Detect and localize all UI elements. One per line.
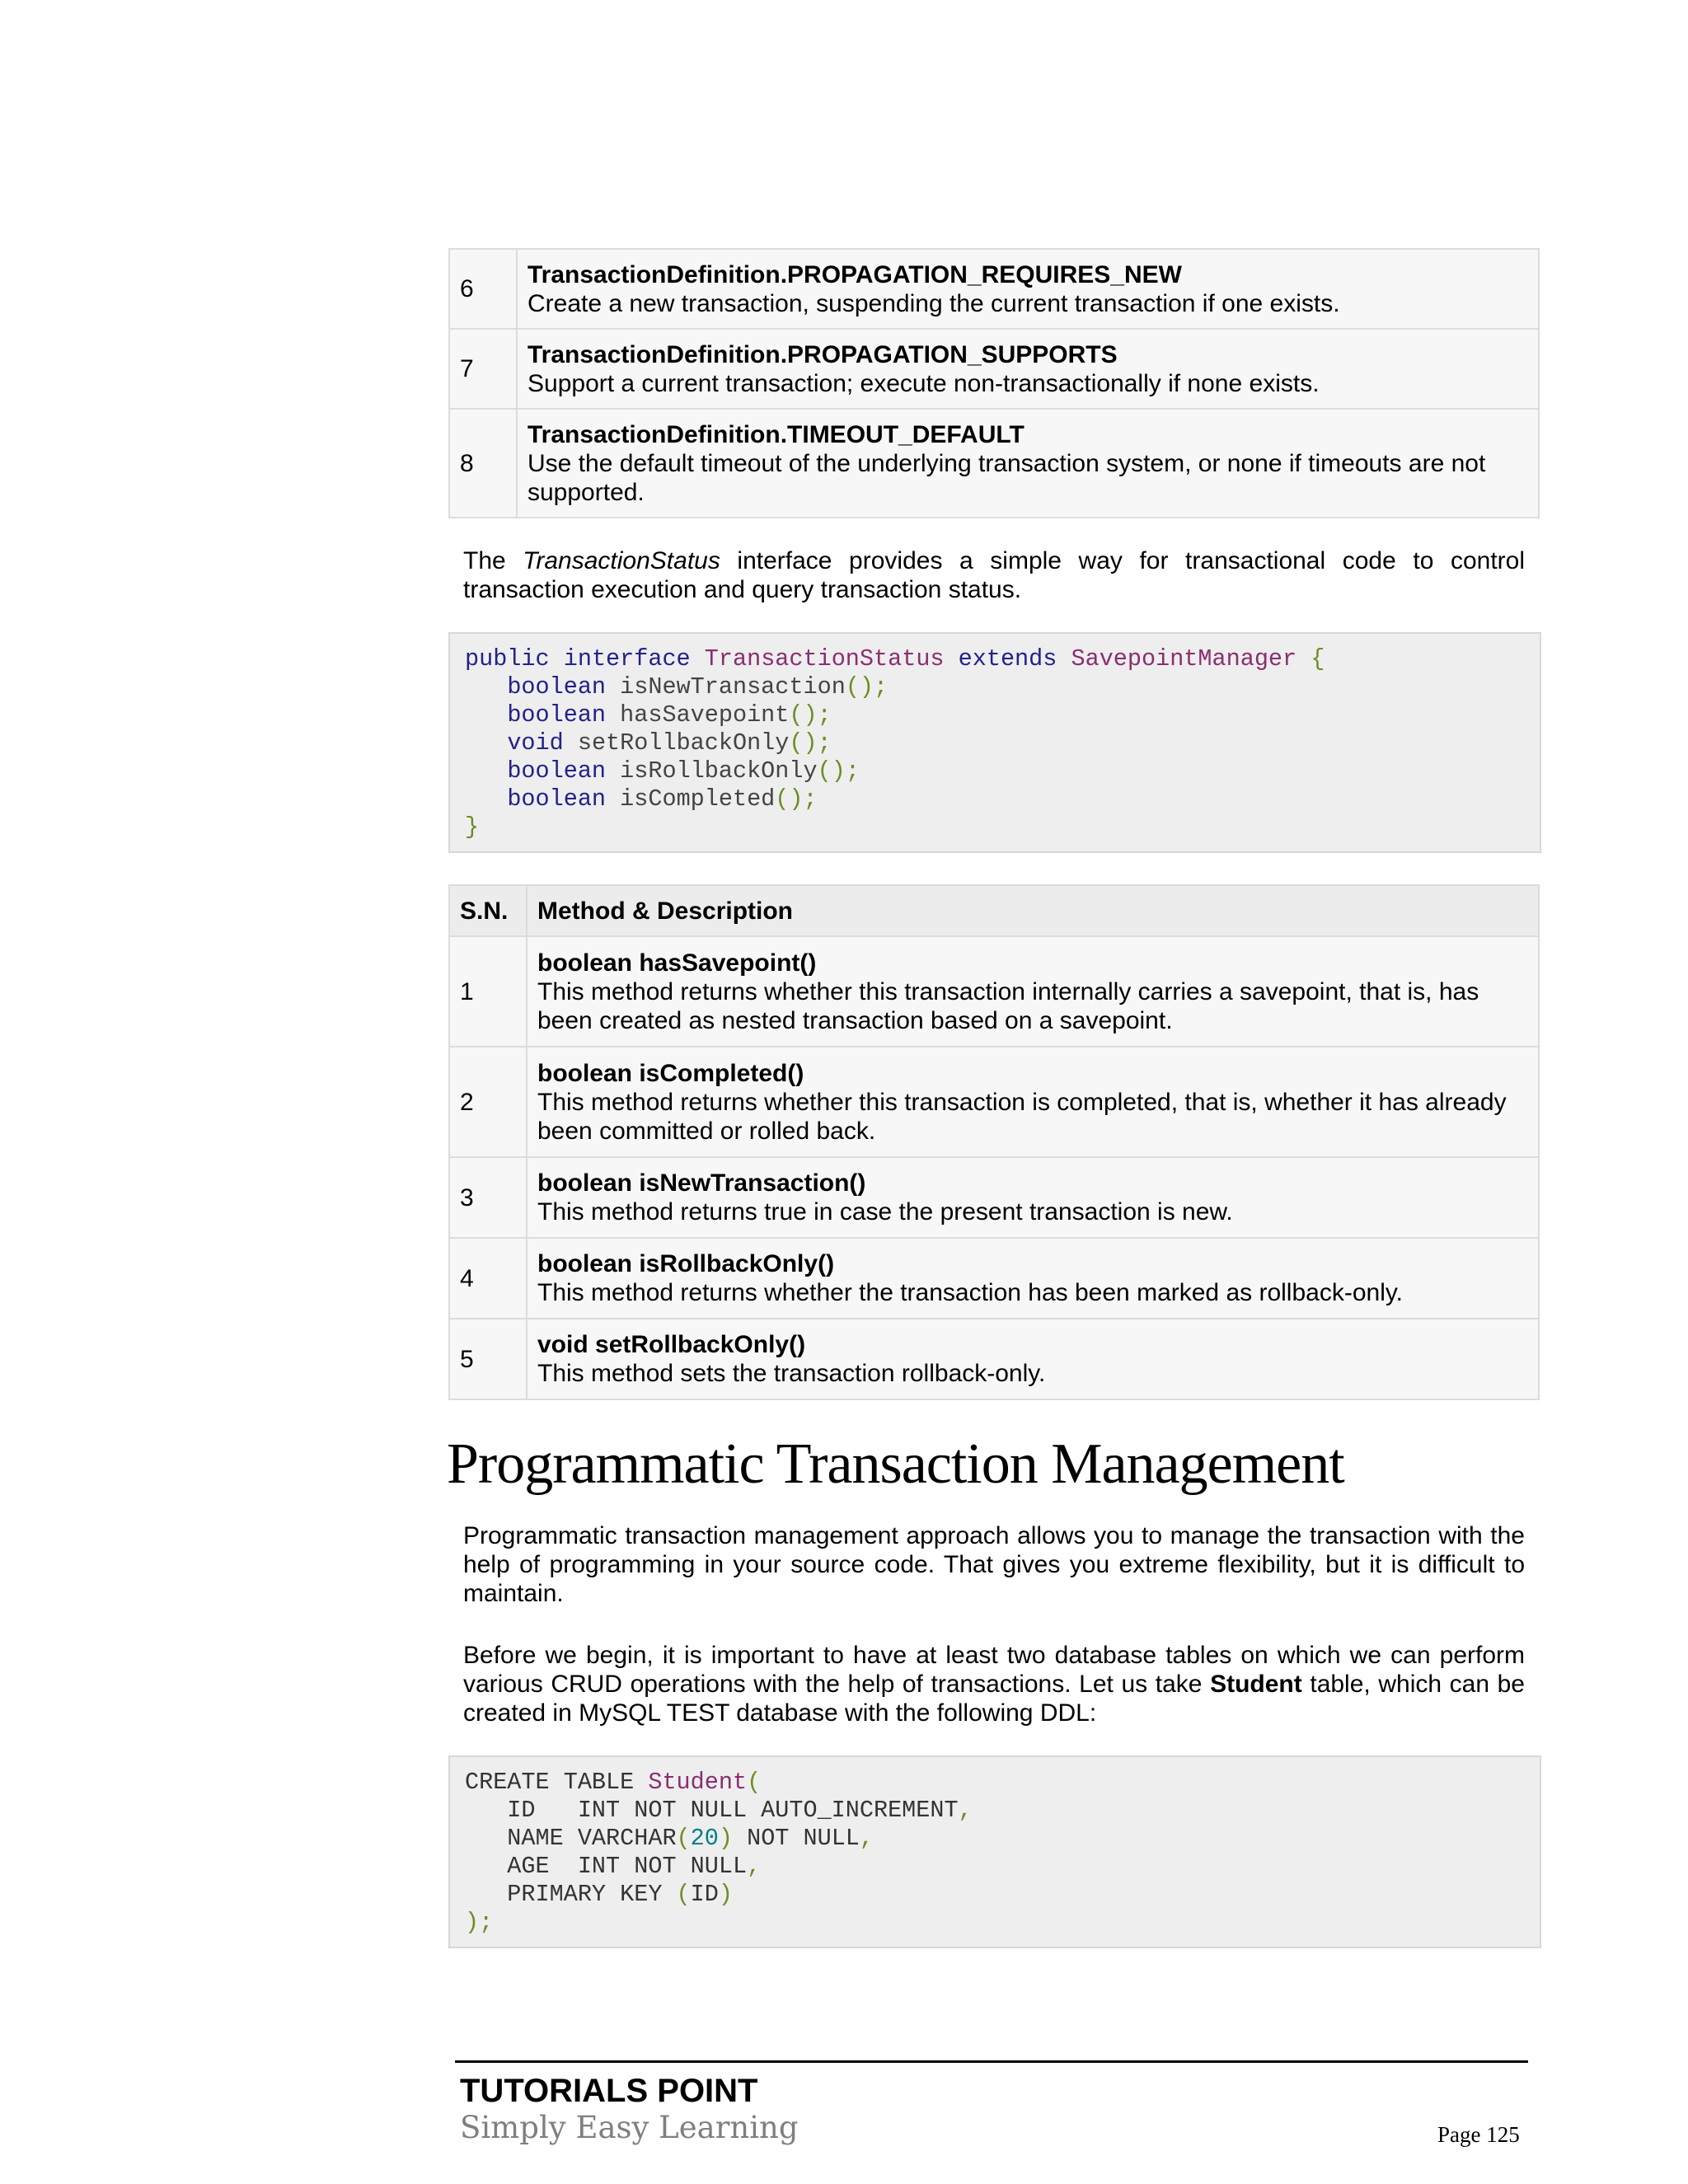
row-number: 2 [449,1047,527,1157]
row-description [517,249,1539,329]
row-number: 6 [449,249,517,329]
table-row [449,1047,1539,1157]
method-description: This method sets the transaction rollback-only. [537,1360,1046,1387]
table-row [449,1238,1539,1319]
table-row [449,329,1539,409]
interface-name: TransactionStatus [523,547,720,574]
method-description: This method returns whether this transaction is completed, that is, whether it has already been committed or rolled back. [537,1088,1507,1145]
footer-brand: TUTORIALS POINT [460,2073,758,2109]
table-row [449,1157,1539,1238]
method-description: This method returns true in case the present transaction is new. [537,1198,1233,1226]
table-row [449,936,1539,1047]
constant-name: TransactionDefinition.PROPAGATION_REQUIRES_NEW [528,260,1182,288]
row-number: 3 [449,1157,527,1238]
constant-name: TransactionDefinition.TIMEOUT_DEFAULT [528,420,1025,448]
constant-description: Create a new transaction, suspending the current transaction if one exists. [528,289,1340,317]
row-description [527,1319,1539,1399]
header-method-description: Method & Description [527,885,1539,936]
method-name: boolean isCompleted() [537,1059,804,1087]
propagation-table [448,248,1540,518]
row-number: 8 [449,409,517,518]
row-number: 5 [449,1319,527,1399]
section-heading: Programmatic Transaction Management [447,1432,1344,1496]
table-row [449,1319,1539,1399]
table-header-row [449,885,1539,936]
row-number: 1 [449,936,527,1047]
page-number: Page 125 [1437,2122,1520,2147]
row-description [517,409,1539,518]
row-description [527,1047,1539,1157]
row-number: 7 [449,329,517,409]
constant-name: TransactionDefinition.PROPAGATION_SUPPORTS [528,340,1118,368]
method-description: This method returns whether this transaction internally carries a savepoint, that is, has been created as nested transaction based on a savepoint. [537,977,1479,1034]
method-name: void setRollbackOnly() [537,1331,806,1358]
footer-divider [455,2060,1528,2063]
section-paragraph-1: Programmatic transaction management approach allows you to manage the transaction with the help of programming in your source code. That gives you extreme flexibility, but it is difficult to maintain. [463,1522,1525,1607]
section-paragraph-2: Before we begin, it is important to have at least two database tables on which we can perform various CRUD operations with the help of transactions. Let us take Student table, which can be created in MySQL TEST database with the following DDL: [463,1642,1525,1727]
method-name: boolean isRollbackOnly() [537,1250,835,1277]
row-description [527,936,1539,1047]
row-description [527,1157,1539,1238]
table-row [449,409,1539,518]
code-block-ddl: CREATE TABLE Student( ID INT NOT NULL AUTO_INCREMENT, NAME VARCHAR(20) NOT NULL, AGE INT NOT NULL, PRIMARY KEY (ID) ); [448,1755,1541,1948]
method-name: boolean hasSavepoint() [537,949,817,977]
row-description [517,329,1539,409]
constant-description: Use the default timeout of the underlying transaction system, or none if timeouts are not supported. [528,449,1486,506]
footer-tagline: Simply Easy Learning [460,2110,799,2145]
method-name: boolean isNewTransaction() [537,1169,866,1197]
method-description: This method returns whether the transaction has been marked as rollback-only. [537,1279,1403,1306]
row-description [527,1238,1539,1319]
methods-table [448,884,1540,1400]
code-block-interface: public interface TransactionStatus extends SavepointManager { boolean isNewTransaction(); boolean hasSavepoint(); void setRollbackOnly(); boolean isRollbackOnly(); boolean isCompleted(); } [448,632,1541,853]
row-number: 4 [449,1238,527,1319]
constant-description: Support a current transaction; execute non-transactionally if none exists. [528,369,1320,397]
header-sn: S.N. [449,885,527,936]
table-row [449,249,1539,329]
intro-paragraph: The TransactionStatus interface provides a simple way for transactional code to control transaction execution and query transaction status. [463,547,1525,603]
table-name: Student [1210,1671,1302,1698]
